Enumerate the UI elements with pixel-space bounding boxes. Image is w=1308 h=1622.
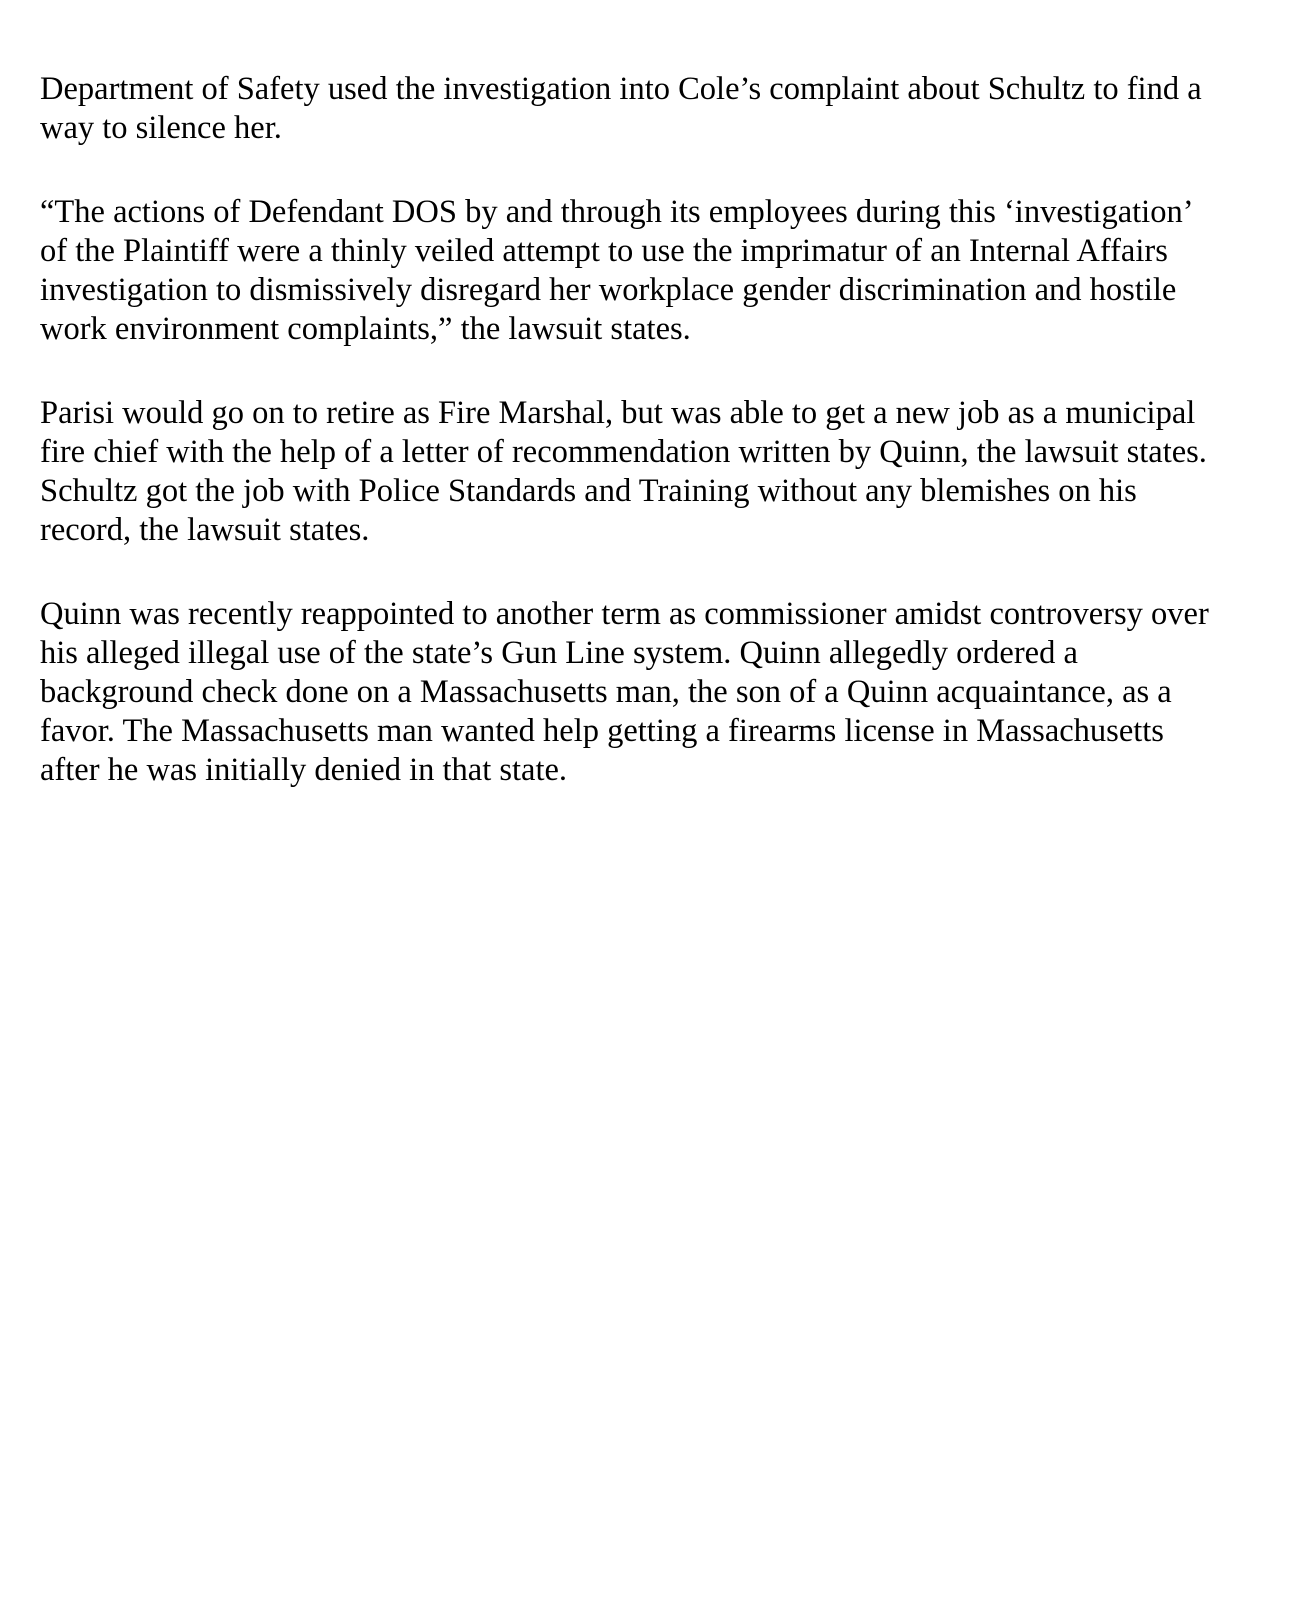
text-line: his alleged illegal use of the state’s Gun Line system. Quinn allegedly ordered a (40, 635, 1078, 671)
text-line: Parisi would go on to retire as Fire Marshal, but was able to get a new job as a municipal (40, 395, 1196, 431)
paragraph-1 (40, 70, 1280, 148)
paragraph-4 (40, 595, 1280, 790)
text-line: fire chief with the help of a letter of recommendation written by Quinn, the lawsuit states. (40, 434, 1207, 470)
text-line: record, the lawsuit states. (40, 512, 370, 548)
text-line: favor. The Massachusetts man wanted help getting a firearms license in Massachusetts (40, 713, 1164, 749)
paragraph-2 (40, 193, 1280, 349)
text-line: Department of Safety used the investigation into Cole’s complaint about Schultz to find a (40, 71, 1202, 107)
text-line: Schultz got the job with Police Standards and Training without any blemishes on his (40, 473, 1137, 509)
text-line: work environment complaints,” the lawsuit states. (40, 311, 691, 347)
paragraph-3 (40, 394, 1280, 550)
text-line: “The actions of Defendant DOS by and through its employees during this ‘investigation’ (40, 194, 1194, 230)
text-line: Quinn was recently reappointed to another term as commissioner amidst controversy over (40, 596, 1209, 632)
text-line: investigation to dismissively disregard her workplace gender discrimination and hostile (40, 272, 1177, 308)
text-line: after he was initially denied in that state. (40, 752, 568, 788)
text-line: of the Plaintiff were a thinly veiled attempt to use the imprimatur of an Internal Affairs (40, 233, 1168, 269)
article-body (40, 70, 1280, 835)
text-line: background check done on a Massachusetts man, the son of a Quinn acquaintance, as a (40, 674, 1172, 710)
text-line: way to silence her. (40, 110, 282, 146)
